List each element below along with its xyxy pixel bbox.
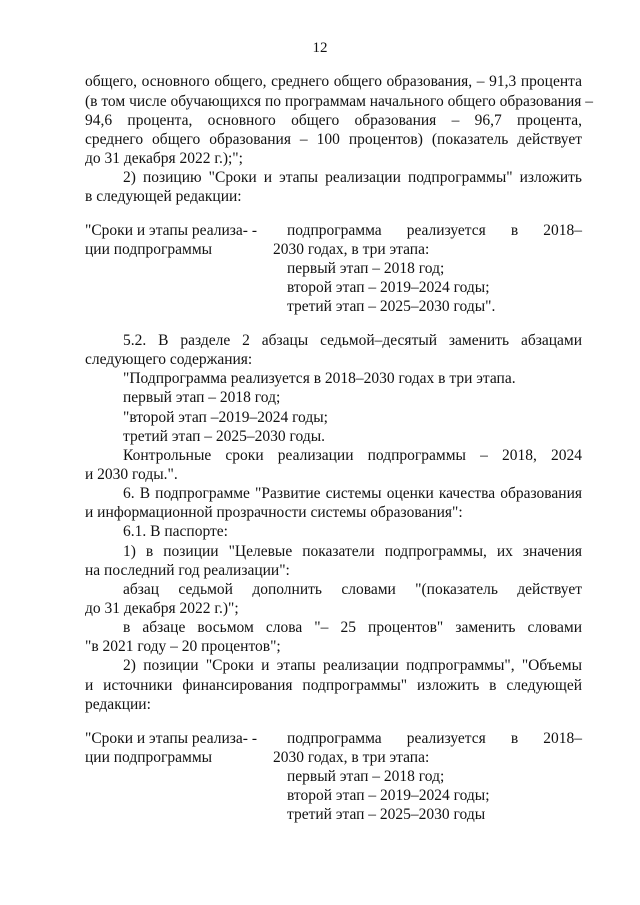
table-right-cell: третий этап – 2025–2030 годы". [287,298,496,315]
paragraph-line: на последний год реализации": [85,562,290,579]
paragraph-line: среднего общего образования – 100 процентов) (показатель действует [85,131,582,148]
paragraph-line: 94,6 процента, основного общего образования – 96,7 процента, [85,112,582,129]
table-right-cell: второй этап – 2019–2024 годы; [287,787,490,804]
paragraph-line: следующего содержания: [85,351,253,368]
paragraph-line: "в 2021 году – 20 процентов"; [85,638,281,655]
paragraph-line: 2) позиции "Сроки и этапы реализации подпрограммы", "Объемы [123,657,582,674]
paragraph-line: третий этап – 2025–2030 годы. [123,428,325,445]
table-right-cell: подпрограмма реализуется в 2018– [287,730,582,747]
paragraph-line: "Подпрограмма реализуется в 2018–2030 годах в три этапа. [123,370,516,387]
table-right-cell: 2030 годах, в три этапа: [273,241,430,258]
paragraph-line: 2) позицию "Сроки и этапы реализации подпрограммы" изложить [123,169,582,186]
paragraph-line: 5.2. В разделе 2 абзацы седьмой–десятый заменить абзацами [123,332,582,349]
paragraph-line: в следующей редакции: [85,188,242,205]
paragraph-line: и 2030 годы.". [85,466,178,483]
paragraph-line: 6. В подпрограмме "Развитие системы оценки качества образования [123,485,582,502]
page-number: 12 [312,40,328,56]
paragraph-line: первый этап – 2018 год; [123,389,281,406]
paragraph-line: общего, основного общего, среднего общего образования, – 91,3 процента [85,73,582,90]
paragraph-line: и информационной прозрачности системы образования": [85,504,463,521]
paragraph-line: редакции: [85,696,151,713]
table-right-cell: второй этап – 2019–2024 годы; [287,279,490,296]
table-right-cell: третий этап – 2025–2030 годы [287,806,486,823]
paragraph-line: "второй этап –2019–2024 годы; [123,409,328,426]
table-left-cell: "Сроки и этапы реализа- - [85,730,257,747]
paragraph-line: абзац седьмой дополнить словами "(показатель действует [123,581,582,598]
table-right-cell: 2030 годах, в три этапа: [273,749,430,766]
paragraph-line: 6.1. В паспорте: [123,523,228,540]
table-left-cell: ции подпрограммы [85,241,213,258]
paragraph-line: Контрольные сроки реализации подпрограммы – 2018, 2024 [123,447,582,464]
table-right-cell: подпрограмма реализуется в 2018– [287,222,582,239]
paragraph-line: в абзаце восьмом слова "– 25 процентов" заменить словами [123,619,582,636]
paragraph-line: и источники финансирования подпрограммы" изложить в следующей [85,677,582,694]
paragraph-line: 1) в позиции "Целевые показатели подпрограммы, их значения [123,543,582,560]
paragraph-line: (в том числе обучающихся по программам начального общего образования – [85,93,594,110]
table-right-cell: первый этап – 2018 год; [287,768,445,785]
table-right-cell: первый этап – 2018 год; [287,260,445,277]
paragraph-line: до 31 декабря 2022 г.)"; [85,600,239,617]
table-left-cell: "Сроки и этапы реализа- - [85,222,257,239]
table-left-cell: ции подпрограммы [85,749,213,766]
paragraph-line: до 31 декабря 2022 г.);"; [85,150,243,167]
